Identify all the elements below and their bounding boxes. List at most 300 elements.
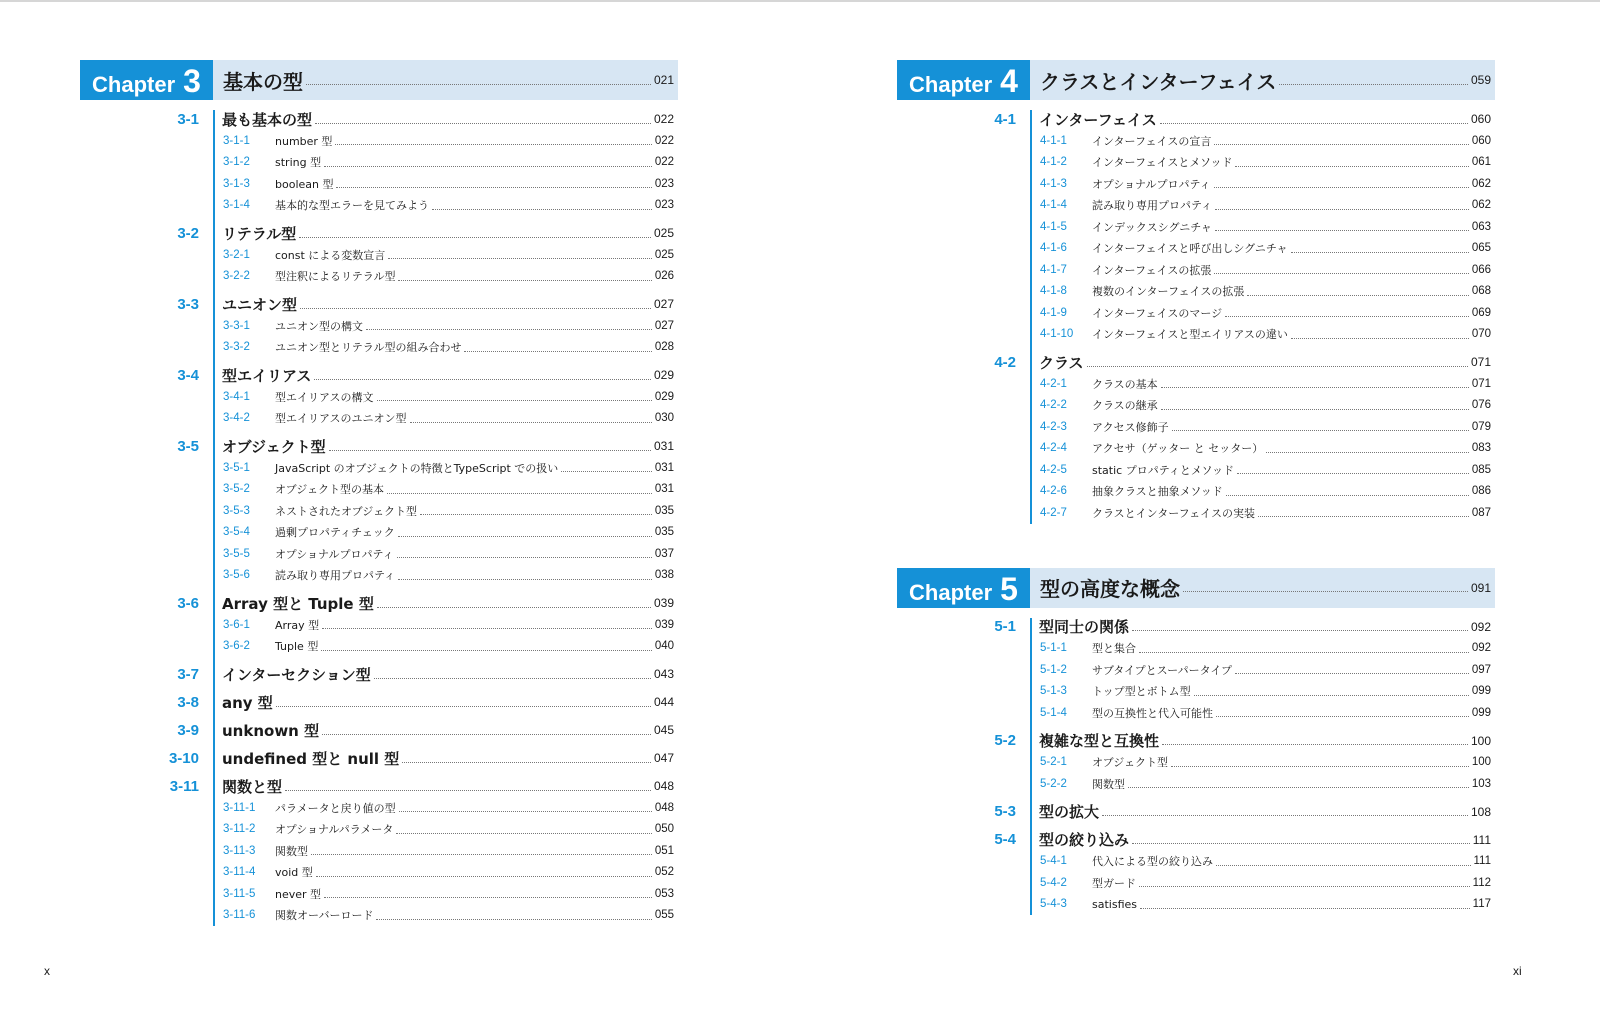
subsection-title: number 型	[275, 134, 333, 148]
dot-leader	[1291, 338, 1469, 339]
section-title: 複雑な型と互換性	[1039, 732, 1160, 750]
subsection-number: 3-4-2	[223, 412, 250, 425]
subsection-number: 4-2-5	[1040, 463, 1067, 476]
subsection-row	[80, 819, 678, 841]
subsection-number: 3-5-2	[223, 483, 250, 496]
subsection-title: never 型	[275, 887, 322, 901]
subsection-title: const による変数宣言	[275, 248, 386, 262]
subsection-row	[897, 324, 1495, 346]
section-number: 5-2	[994, 732, 1016, 749]
section-number: 3-2	[177, 224, 199, 242]
subsection-number: 4-2-7	[1040, 506, 1067, 519]
subsection-title: 過剰プロパティチェック	[275, 526, 395, 540]
dot-leader	[1216, 865, 1471, 866]
subsection-page: 079	[1471, 420, 1491, 433]
dot-leader	[324, 897, 652, 898]
dot-leader	[561, 471, 652, 472]
subsection-page: 040	[654, 640, 674, 653]
subsection-row	[80, 244, 678, 266]
subsection-entry	[223, 176, 678, 192]
subsection-row	[80, 266, 678, 288]
subsection-page: 052	[654, 866, 674, 879]
subsection-page: 051	[654, 844, 674, 857]
section-entry	[213, 720, 678, 741]
section-number: 5-3	[994, 803, 1016, 820]
section-number: 3-1	[177, 110, 199, 128]
section-entry	[213, 748, 678, 769]
section-number: 4-1	[994, 110, 1016, 128]
section-row	[80, 592, 678, 614]
dot-leader	[1216, 716, 1469, 717]
dot-leader	[1140, 908, 1470, 909]
dot-leader	[316, 876, 652, 877]
subsection-row	[80, 543, 678, 565]
section-row	[80, 775, 678, 797]
subsection-entry	[1040, 219, 1495, 235]
section-number: 3-8	[177, 693, 199, 711]
subsection-entry	[223, 460, 678, 476]
subsection-entry	[223, 864, 678, 880]
subsection-page: 048	[654, 801, 674, 814]
section-row	[80, 663, 678, 685]
subsection-page: 038	[654, 569, 674, 582]
subsection-title: オプショナルパラメータ	[275, 823, 394, 837]
section-number: 4-2	[994, 353, 1016, 371]
subsection-number: 5-4-1	[1040, 855, 1067, 868]
subsection-page: 065	[1471, 242, 1491, 255]
subsection-row	[897, 894, 1495, 916]
vertical-rule	[1030, 618, 1032, 916]
chapter-number: 4	[1000, 63, 1018, 99]
dot-leader	[388, 258, 652, 259]
chapter-title-row	[1030, 568, 1495, 608]
dot-leader	[1139, 652, 1469, 653]
subsection-title: インターフェイスのマージ	[1092, 306, 1223, 320]
section-list	[897, 108, 1495, 524]
subsection-number: 3-4-1	[223, 390, 250, 403]
subsection-row	[80, 173, 678, 195]
section-title: 型の拡大	[1039, 803, 1100, 821]
section-entry	[1030, 109, 1495, 130]
section-number: 3-9	[177, 721, 199, 739]
subsection-page: 035	[654, 526, 674, 539]
dot-leader	[329, 450, 651, 451]
chapter-page: 059	[1470, 73, 1491, 87]
subsection-number: 5-4-3	[1040, 898, 1067, 911]
subsection-page: 025	[654, 248, 674, 261]
subsection-entry	[223, 617, 678, 633]
subsection-entry	[223, 389, 678, 405]
dot-leader	[314, 379, 651, 380]
subsection-page: 027	[654, 319, 674, 332]
subsection-row	[80, 614, 678, 636]
section-title: any 型	[222, 693, 273, 712]
subsection-title: オプショナルプロパティ	[1092, 177, 1211, 191]
subsection-row	[80, 522, 678, 544]
subsection-entry	[1040, 754, 1495, 770]
chapter-page: 091	[1470, 580, 1491, 595]
subsection-title: 関数型	[1092, 777, 1125, 791]
subsection-number: 4-1-3	[1040, 177, 1067, 190]
subsection-row	[897, 195, 1495, 217]
subsection-number: 3-11-1	[223, 801, 256, 814]
dot-leader	[311, 854, 652, 855]
subsection-entry	[1040, 705, 1495, 721]
section-title: 型エイリアス	[222, 366, 312, 385]
subsection-number: 4-1-9	[1040, 306, 1067, 319]
dot-leader	[1161, 387, 1469, 388]
subsection-entry	[1040, 505, 1495, 521]
subsection-page: 087	[1471, 506, 1491, 519]
subsection-number: 4-1-7	[1040, 263, 1067, 276]
dot-leader	[1183, 591, 1468, 592]
dot-leader	[1162, 744, 1468, 745]
chapter-title: 型の高度な概念	[1040, 577, 1180, 601]
subsection-row	[897, 395, 1495, 417]
top-border	[0, 0, 1600, 2]
subsection-number: 3-11-2	[223, 823, 256, 836]
subsection-number: 4-1-2	[1040, 156, 1067, 169]
subsection-page: 099	[1471, 706, 1491, 719]
subsection-title: インターフェイスの拡張	[1092, 263, 1212, 277]
subsection-page: 092	[1471, 642, 1491, 655]
section-page: 111	[1472, 832, 1491, 847]
dot-leader	[1226, 495, 1469, 496]
vertical-rule	[1030, 110, 1032, 524]
subsection-number: 3-5-1	[223, 461, 250, 474]
dot-leader	[1087, 366, 1468, 367]
dot-leader	[376, 919, 651, 920]
section-title: unknown 型	[222, 721, 320, 740]
subsection-title: 抽象クラスと抽象メソッド	[1092, 485, 1223, 499]
dot-leader	[1102, 815, 1468, 816]
subsection-page: 061	[1471, 156, 1491, 169]
subsection-title: アクセサ（ゲッター と セッター）	[1092, 442, 1264, 456]
subsection-page: 026	[654, 270, 674, 283]
section-entry	[1030, 730, 1495, 751]
section-title: 型の絞り込み	[1039, 831, 1130, 849]
section-row	[80, 222, 678, 244]
section-row	[80, 747, 678, 769]
subsection-title: JavaScript のオブジェクトの特徴とTypeScript での扱い	[275, 461, 559, 475]
subsection-page: 039	[654, 618, 674, 631]
subsection-page: 083	[1471, 442, 1491, 455]
subsection-entry	[1040, 240, 1495, 256]
subsection-number: 5-4-2	[1040, 876, 1067, 889]
section-entry	[1030, 352, 1495, 373]
dot-leader	[432, 209, 652, 210]
chapter-title: クラスとインターフェイス	[1040, 69, 1277, 94]
section-title: Array 型と Tuple 型	[222, 594, 374, 613]
subsection-title: インターフェイスの宣言	[1092, 134, 1212, 148]
subsection-page: 030	[654, 412, 674, 425]
subsection-title: オブジェクト型	[1092, 756, 1169, 770]
subsection-title: ユニオン型とリテラル型の組み合わせ	[275, 341, 462, 355]
subsection-page: 066	[1471, 263, 1491, 276]
section-number: 3-10	[168, 749, 199, 767]
subsection-row	[897, 130, 1495, 152]
dot-leader	[1215, 209, 1469, 210]
subsection-entry	[223, 907, 678, 923]
subsection-page: 053	[654, 887, 674, 900]
section-page: 047	[653, 751, 674, 765]
subsection-entry	[1040, 440, 1495, 456]
subsection-title: インターフェイスと型エイリアスの違い	[1092, 328, 1288, 342]
subsection-page: 050	[654, 823, 674, 836]
dot-leader	[306, 84, 651, 85]
subsection-number: 3-11-5	[223, 887, 256, 900]
subsection-title: クラスの基本	[1092, 377, 1158, 391]
subsection-number: 4-2-2	[1040, 399, 1067, 412]
subsection-title: クラスの継承	[1092, 399, 1158, 413]
section-title: リテラル型	[222, 224, 297, 243]
subsection-page: 022	[654, 156, 674, 169]
section-page: 100	[1470, 733, 1491, 748]
subsection-page: 037	[654, 547, 674, 560]
subsection-row	[80, 479, 678, 501]
dot-leader	[396, 833, 651, 834]
dot-leader	[377, 607, 651, 608]
section-list	[80, 108, 678, 926]
section-row	[80, 435, 678, 457]
subsection-row	[897, 416, 1495, 438]
subsection-number: 3-3-2	[223, 341, 250, 354]
subsection-title: 型と集合	[1092, 642, 1136, 656]
dot-leader	[1214, 144, 1468, 145]
subsection-title: トップ型とボトム型	[1092, 685, 1191, 699]
subsection-row	[897, 459, 1495, 481]
dot-leader	[1258, 516, 1469, 517]
section-row	[80, 719, 678, 741]
subsection-number: 3-5-3	[223, 504, 250, 517]
dot-leader	[1172, 430, 1469, 431]
subsection-page: 068	[1471, 285, 1491, 298]
section-number: 5-1	[994, 618, 1016, 635]
subsection-title: オブジェクト型の基本	[275, 483, 385, 497]
subsection-entry	[223, 339, 678, 355]
subsection-title: 型の互換性と代入可能性	[1092, 706, 1213, 720]
subsection-page: 117	[1472, 898, 1491, 911]
subsection-number: 3-1-4	[223, 199, 250, 212]
chapter-number: 3	[183, 63, 201, 99]
subsection-entry	[223, 524, 678, 540]
section-entry	[213, 436, 678, 457]
subsection-entry	[223, 800, 678, 816]
subsection-page: 100	[1471, 756, 1491, 769]
dot-leader	[335, 144, 651, 145]
dot-leader	[398, 280, 651, 281]
subsection-row	[80, 130, 678, 152]
dot-leader	[420, 514, 652, 515]
subsection-entry	[1040, 283, 1495, 299]
subsection-entry	[1040, 326, 1495, 342]
subsection-entry	[223, 886, 678, 902]
subsection-page: 070	[1471, 328, 1491, 341]
subsection-row	[897, 238, 1495, 260]
subsection-entry	[223, 821, 678, 837]
subsection-page: 060	[1471, 134, 1491, 147]
chapter-label: Chapter	[909, 72, 993, 97]
subsection-entry	[1040, 305, 1495, 321]
subsection-row	[80, 152, 678, 174]
subsection-number: 4-2-4	[1040, 442, 1067, 455]
subsection-entry	[1040, 640, 1495, 656]
subsection-row	[897, 481, 1495, 503]
subsection-entry	[1040, 462, 1495, 478]
dot-leader	[1247, 295, 1468, 296]
chapter-badge	[80, 60, 213, 100]
section-row	[897, 730, 1495, 752]
subsection-number: 5-1-1	[1040, 642, 1067, 655]
chapter-title-row	[213, 60, 678, 100]
subsection-entry	[223, 197, 678, 213]
subsection-entry	[223, 481, 678, 497]
subsection-entry	[1040, 197, 1495, 213]
subsection-title: 代入による型の絞り込み	[1092, 855, 1213, 869]
subsection-entry	[223, 503, 678, 519]
subsection-number: 3-11-4	[223, 866, 256, 879]
dot-leader	[322, 628, 652, 629]
dot-leader	[1235, 673, 1469, 674]
subsection-page: 085	[1471, 463, 1491, 476]
dot-leader	[1214, 187, 1469, 188]
subsection-title: サブタイプとスーパータイプ	[1092, 663, 1233, 677]
dot-leader	[321, 650, 651, 651]
subsection-title: 関数型	[275, 844, 308, 858]
subsection-title: ユニオン型の構文	[275, 319, 363, 333]
dot-leader	[366, 329, 652, 330]
subsection-title: satisfies	[1092, 897, 1137, 911]
subsection-page: 103	[1471, 777, 1491, 790]
subsection-title: インデックスシグニチャ	[1092, 220, 1212, 234]
dot-leader	[402, 762, 651, 763]
subsection-page: 062	[1471, 199, 1491, 212]
dot-leader	[324, 166, 652, 167]
subsection-row	[897, 638, 1495, 660]
subsection-row	[80, 408, 678, 430]
subsection-title: オプショナルプロパティ	[275, 547, 394, 561]
section-number: 3-7	[177, 665, 199, 683]
section-title: 最も基本の型	[222, 110, 313, 129]
subsection-number: 3-5-4	[223, 526, 250, 539]
section-entry	[213, 776, 678, 797]
chapter-label: Chapter	[92, 72, 176, 97]
subsection-title: 型注釈によるリテラル型	[275, 270, 396, 284]
subsection-number: 4-1-5	[1040, 220, 1067, 233]
subsection-title: ネストされたオブジェクト型	[275, 504, 418, 518]
subsection-page: 112	[1472, 876, 1491, 889]
subsection-entry	[1040, 875, 1495, 891]
section-title: インターフェイス	[1039, 110, 1157, 129]
section-row	[897, 829, 1495, 851]
dot-leader	[299, 237, 651, 238]
section-row	[80, 691, 678, 713]
dot-leader	[1215, 230, 1469, 231]
section-list	[897, 616, 1495, 916]
subsection-entry	[1040, 376, 1495, 392]
section-title: 型同士の関係	[1039, 618, 1130, 636]
subsection-row	[80, 195, 678, 217]
page-number-left: x	[44, 964, 50, 978]
section-number: 5-4	[994, 831, 1016, 848]
subsection-row	[80, 883, 678, 905]
subsection-page: 022	[654, 134, 674, 147]
subsection-number: 3-5-5	[223, 547, 250, 560]
section-number: 3-3	[177, 295, 199, 313]
subsection-title: 関数オーバーロード	[275, 909, 374, 923]
subsection-title: アクセス修飾子	[1092, 420, 1169, 434]
section-page: 092	[1470, 619, 1491, 634]
subsection-row	[80, 315, 678, 337]
dot-leader	[1139, 886, 1470, 887]
chapter-block	[897, 568, 1495, 916]
subsection-entry	[1040, 397, 1495, 413]
section-number: 3-6	[177, 594, 199, 612]
subsection-entry	[1040, 898, 1495, 911]
subsection-title: 読み取り専用プロパティ	[275, 569, 396, 583]
subsection-row	[80, 457, 678, 479]
section-title: ユニオン型	[222, 295, 298, 314]
subsection-page: 086	[1471, 485, 1491, 498]
subsection-row	[80, 636, 678, 658]
dot-leader	[1279, 84, 1468, 85]
dot-leader	[1161, 409, 1469, 410]
section-entry	[213, 109, 678, 130]
subsection-row	[897, 773, 1495, 795]
subsection-entry	[223, 567, 678, 583]
section-entry	[213, 692, 678, 713]
subsection-number: 3-6-1	[223, 618, 250, 631]
subsection-number: 4-1-1	[1040, 134, 1067, 147]
subsection-title: 型ガード	[1092, 876, 1136, 890]
dot-leader	[1235, 166, 1468, 167]
subsection-page: 031	[654, 483, 674, 496]
toc-column-left	[80, 60, 678, 926]
vertical-rule	[213, 110, 215, 926]
subsection-entry	[1040, 176, 1495, 192]
subsection-page: 028	[654, 341, 674, 354]
section-title: 関数と型	[222, 777, 283, 796]
subsection-page: 099	[1471, 685, 1491, 698]
subsection-number: 3-5-6	[223, 569, 250, 582]
subsection-row	[80, 500, 678, 522]
chapter-block	[897, 60, 1495, 524]
subsection-page: 035	[654, 504, 674, 517]
dot-leader	[374, 678, 651, 679]
subsection-number: 4-2-6	[1040, 485, 1067, 498]
section-entry	[213, 664, 678, 685]
subsection-title: Tuple 型	[275, 640, 319, 654]
subsection-row	[80, 337, 678, 359]
subsection-number: 5-2-2	[1040, 777, 1067, 790]
dot-leader	[276, 706, 651, 707]
subsection-page: 062	[1471, 177, 1491, 190]
subsection-page: 055	[654, 909, 674, 922]
subsection-entry	[1040, 483, 1495, 499]
chapter-badge	[897, 568, 1030, 608]
subsection-row	[897, 752, 1495, 774]
chapter-title: 基本の型	[223, 69, 303, 94]
subsection-title: 複数のインターフェイスの拡張	[1092, 285, 1245, 299]
chapter-number: 5	[1000, 570, 1018, 607]
subsection-entry	[1040, 262, 1495, 278]
subsection-page: 111	[1473, 855, 1491, 868]
subsection-number: 4-1-6	[1040, 242, 1067, 255]
dot-leader	[1160, 123, 1468, 124]
section-number: 3-5	[177, 437, 199, 455]
subsection-number: 5-1-4	[1040, 706, 1067, 719]
dot-leader	[1194, 695, 1469, 696]
